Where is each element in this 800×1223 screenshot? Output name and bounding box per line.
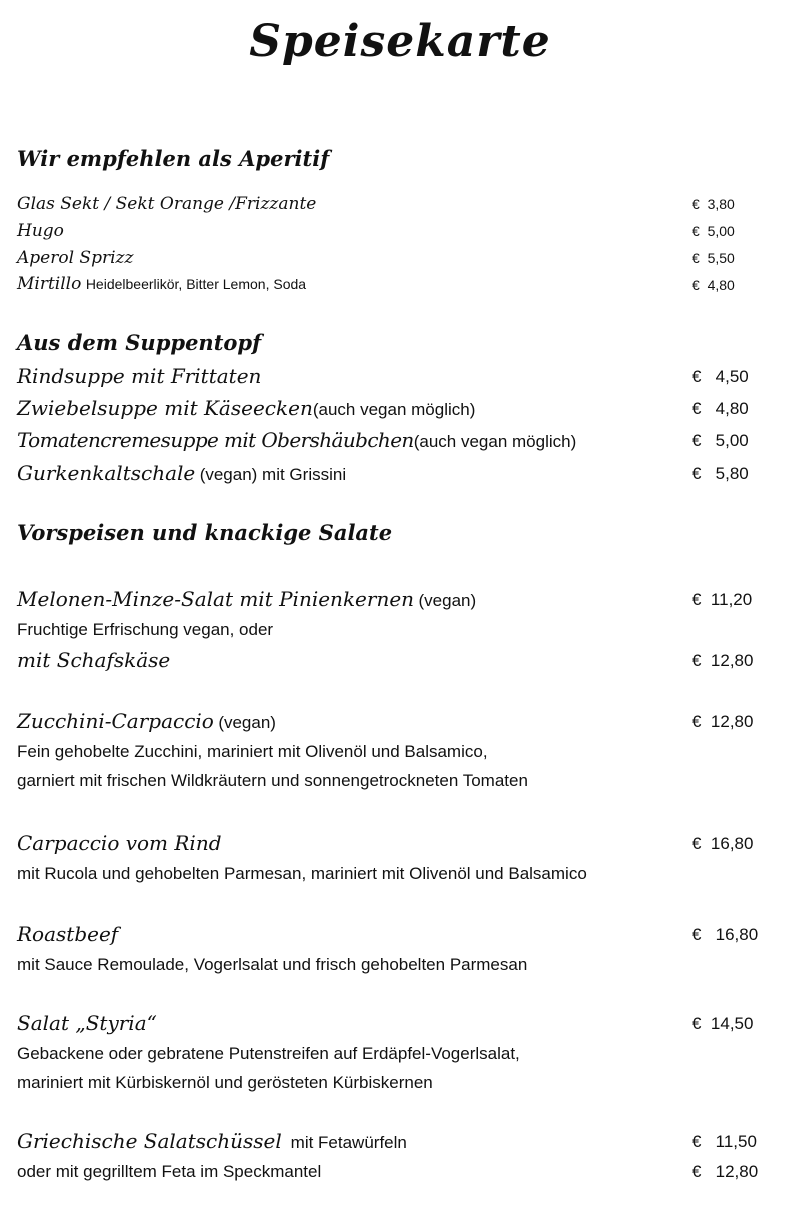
currency-symbol: € [692, 1014, 702, 1033]
currency-symbol: € [692, 590, 702, 609]
menu-item-price [692, 1132, 757, 1152]
currency-symbol: € [692, 1162, 702, 1181]
menu-item-price [692, 464, 749, 484]
menu-item-row [17, 274, 306, 294]
menu-item-price [692, 367, 749, 387]
menu-item-name: Carpaccio vom Rind [17, 831, 222, 855]
price-value: 5,50 [707, 250, 735, 266]
menu-item-price [692, 250, 735, 266]
menu-item-description: mit Sauce Remoulade, Vogerlsalat und frisch gehobelten Parmesan [17, 955, 528, 974]
price-value: 5,00 [707, 223, 735, 239]
currency-symbol: € [692, 464, 702, 483]
menu-item-price [692, 590, 752, 610]
menu-item-note: (vegan) [418, 591, 477, 610]
menu-item-note: (vegan) [218, 713, 276, 732]
menu-item-description: mit Rucola und gehobelten Parmesan, mariniert mit Olivenöl und Balsamico [17, 864, 587, 883]
page-title: Speisekarte [249, 16, 551, 67]
menu-item-name: Rindsuppe mit Frittaten [17, 364, 262, 388]
price-value: 12,80 [710, 712, 754, 731]
menu-item-price [692, 277, 735, 293]
menu-item-row [17, 396, 475, 420]
price-value: 12,80 [710, 651, 754, 670]
menu-item-name: Glas Sekt / Sekt Orange /Frizzante [17, 194, 317, 214]
menu-item-price [692, 431, 749, 451]
currency-symbol: € [692, 367, 702, 386]
menu-item-row [17, 587, 476, 611]
menu-item-price [692, 1014, 753, 1034]
section-heading-starters: Vorspeisen und knackige Salate [17, 520, 393, 545]
menu-item-price [692, 223, 735, 239]
price-value: 16,80 [715, 925, 759, 944]
menu-item-variant-description: oder mit gegrilltem Feta im Speckmantel [17, 1162, 322, 1181]
currency-symbol: € [692, 223, 700, 239]
price-value: 12,80 [715, 1162, 759, 1181]
menu-item-row [17, 709, 276, 733]
menu-item-row [17, 1129, 407, 1153]
menu-item-variant-price [692, 651, 753, 671]
menu-item-price [692, 399, 749, 419]
menu-item-name: Tomatencremesuppe mit Obershäubchen [17, 428, 414, 452]
menu-item-description: mariniert mit Kürbiskernöl und gerösteten Kürbiskernen [17, 1073, 433, 1092]
menu-item-name: Roastbeef [17, 922, 119, 946]
currency-symbol: € [692, 250, 700, 266]
menu-item-price [692, 196, 735, 212]
menu-item-description: Fein gehobelte Zucchini, mariniert mit Olivenöl und Balsamico, [17, 742, 488, 761]
price-value: 11,20 [710, 590, 753, 609]
menu-item-name: Griechische Salatschüssel [17, 1129, 282, 1153]
price-value: 3,80 [707, 196, 735, 212]
menu-item-name: Melonen-Minze-Salat mit Pinienkernen [17, 587, 415, 611]
currency-symbol: € [692, 277, 700, 293]
menu-item-variant-price [692, 1162, 758, 1182]
currency-symbol: € [692, 196, 700, 212]
menu-item-note: (auch vegan möglich) [413, 432, 577, 451]
menu-item-note: (vegan) mit Grissini [199, 465, 347, 484]
section-heading-aperitif: Wir empfehlen als Aperitif [17, 146, 330, 171]
currency-symbol: € [692, 834, 702, 853]
currency-symbol: € [692, 712, 702, 731]
currency-symbol: € [692, 651, 702, 670]
menu-item-description: Fruchtige Erfrischung vegan, oder [17, 620, 274, 639]
section-heading-soups: Aus dem Suppentopf [17, 330, 262, 355]
menu-item-description: Gebackene oder gebratene Putenstreifen auf Erdäpfel-Vogerlsalat, [17, 1044, 520, 1063]
price-value: 4,50 [715, 367, 749, 386]
currency-symbol: € [692, 431, 702, 450]
price-value: 5,00 [715, 431, 749, 450]
menu-item-note: mit Fetawürfeln [290, 1133, 407, 1152]
price-value: 14,50 [710, 1014, 754, 1033]
menu-item-note: Heidelbeerlikör, Bitter Lemon, Soda [85, 276, 307, 292]
price-value: 11,50 [715, 1132, 757, 1151]
menu-item-price [692, 712, 753, 732]
menu-item-price [692, 834, 753, 854]
menu-item-row [17, 428, 576, 452]
price-value: 16,80 [710, 834, 754, 853]
currency-symbol: € [692, 1132, 702, 1151]
menu-item-name: Gurkenkaltschale [17, 461, 196, 485]
price-value: 5,80 [715, 464, 749, 483]
menu-item-name: Zucchini-Carpaccio [17, 709, 214, 733]
menu-item-description: garniert mit frischen Wildkräutern und sonnengetrockneten Tomaten [17, 771, 528, 790]
currency-symbol: € [692, 925, 702, 944]
menu-item-name: Hugo [17, 221, 64, 241]
menu-item-price [692, 925, 758, 945]
price-value: 4,80 [715, 399, 749, 418]
menu-item-name: Zwiebelsuppe mit Käseecken [17, 396, 313, 420]
price-value: 4,80 [707, 277, 735, 293]
currency-symbol: € [692, 399, 702, 418]
menu-item-name: Salat „Styria“ [17, 1011, 157, 1035]
menu-item-name: Aperol Sprizz [17, 248, 134, 268]
menu-item-variant-name: mit Schafskäse [17, 648, 171, 672]
menu-item-name: Mirtillo [17, 274, 82, 294]
menu-item-row [17, 461, 346, 485]
menu-item-note: (auch vegan möglich) [312, 400, 476, 419]
